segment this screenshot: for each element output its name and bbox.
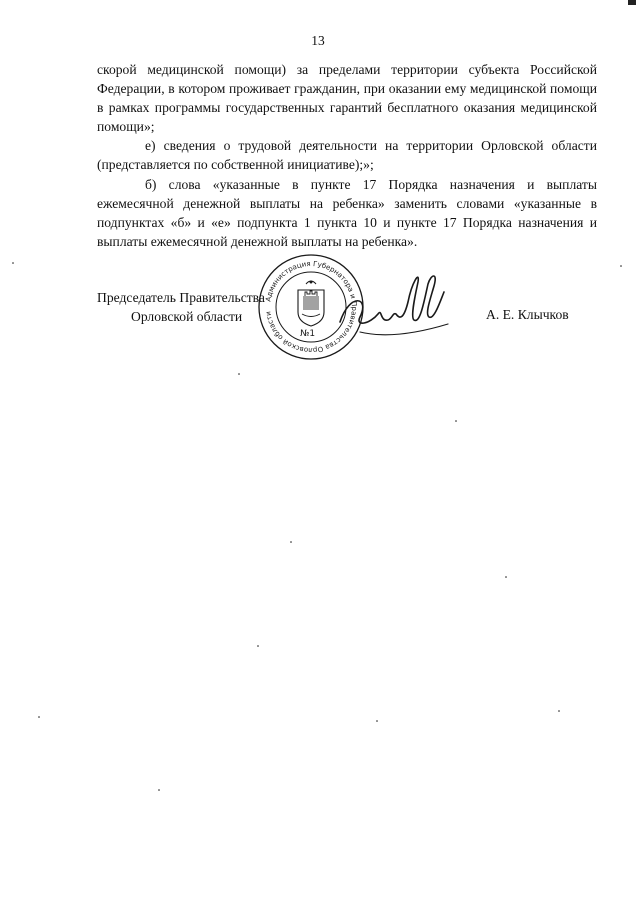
coat-of-arms-emblem (298, 281, 324, 327)
signatory-name: А. Е. Клычков (486, 307, 569, 322)
scan-speck (257, 645, 259, 647)
scan-speck (558, 710, 560, 712)
scan-speck (38, 716, 40, 718)
seal-number: №1 (300, 329, 316, 339)
scan-speck (620, 265, 622, 267)
scan-speck (290, 541, 292, 543)
scan-speck (158, 789, 160, 791)
paragraph-item-e: е) сведения о трудовой деятельности на территории Орловской области (представляется по собственной инициативе);»; (97, 138, 597, 173)
handwritten-signature (330, 262, 455, 352)
scan-corner-mark (628, 0, 636, 5)
paragraph-item-b: б) слова «указанные в пункте 17 Порядка назначения и выплаты ежемесячной денежной выплаты на ребенка» заменить словами «указанные в подпунктах «б» и «е» подпункта 1 пункта 10 и пункте 17 Порядка назначения и выплаты ежемесячной денежной выплаты на ребенка». (97, 176, 597, 249)
signatory-position-line2: Орловской области (131, 309, 243, 325)
paragraph-continuation: скорой медицинской помощи) за пределами территории субъекта Российской Федерации, в котором проживает гражданин, при оказании ему медицинской помощи в рамках программы государственных гарантий бесплатного оказания медицинской помощи»; (97, 62, 597, 135)
scan-speck (376, 720, 378, 722)
scan-speck (238, 373, 240, 375)
signatory-position-line1: Председатель Правительства (97, 290, 265, 305)
seal-ring-text: Администрация Губернатора и Правительства Орловской области (264, 259, 359, 355)
page-number: 13 (311, 33, 325, 48)
scan-speck (12, 262, 14, 264)
scan-speck (505, 576, 507, 578)
scan-speck (455, 420, 457, 422)
body-text (97, 60, 597, 251)
